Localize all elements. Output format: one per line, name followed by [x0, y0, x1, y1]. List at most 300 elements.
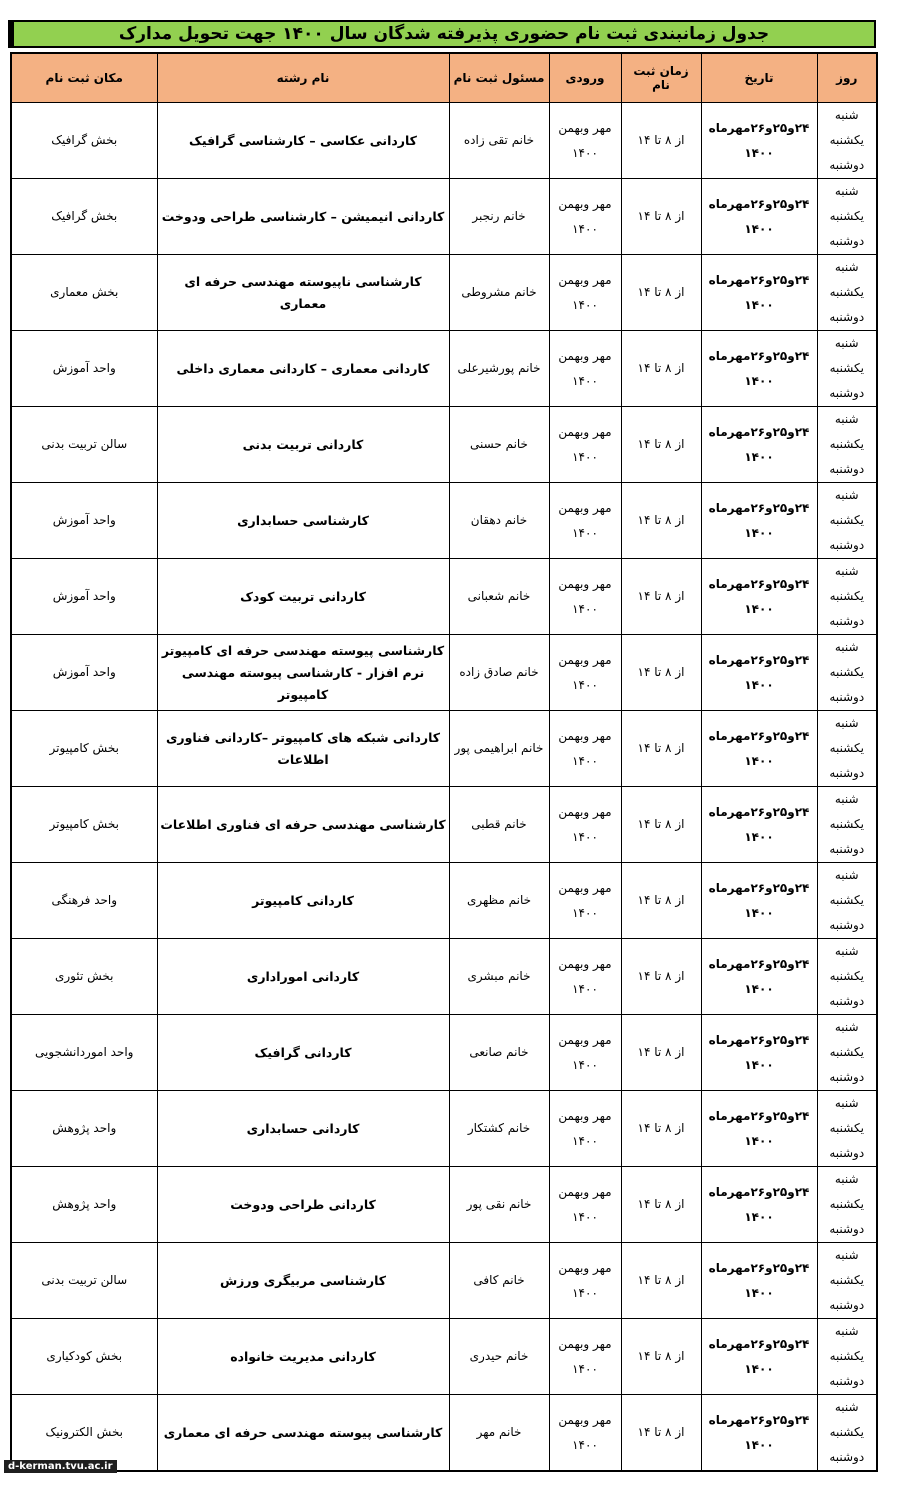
date-cell: [701, 1395, 817, 1472]
entry-cell-text: مهر وبهمن: [558, 728, 612, 743]
entry-cell-text: ۱۴۰۰: [572, 601, 598, 616]
officer-cell-text: خانم صادق زاده: [459, 665, 539, 679]
place-cell: [11, 1243, 157, 1319]
major-cell-text: کاردانی انیمیشن – کارشناسی طراحی ودوخت: [161, 208, 445, 224]
entry-cell-text: ۱۴۰۰: [572, 297, 598, 312]
day-cell-text: یکشنبه: [829, 1425, 864, 1439]
entry-cell-text: ۱۴۰۰: [572, 525, 598, 540]
major-cell-text: کارشناسی مهندسی حرفه ای فناوری اطلاعات: [160, 816, 446, 832]
day-cell-text: شنبه: [834, 1172, 859, 1186]
place-cell-text: واحد آموزش: [52, 665, 116, 679]
time-cell: [621, 939, 701, 1015]
officer-cell-text: خانم نقی پور: [466, 1197, 532, 1211]
officer-cell: [449, 711, 549, 787]
entry-cell: [549, 483, 621, 559]
time-cell-text: از ۸ تا ۱۴: [637, 1273, 685, 1287]
date-cell-text: ۲۴و۲۵و۲۶مهرماه: [708, 576, 810, 591]
entry-cell-text: ۱۴۰۰: [572, 449, 598, 464]
date-cell-text: ۲۴و۲۵و۲۶مهرماه: [708, 424, 810, 439]
entry-cell-text: مهر وبهمن: [558, 196, 612, 211]
major-cell-text: کاردانی شبکه های کامپیوتر –کاردانی فناوری اطلاعات: [165, 729, 441, 767]
day-cell: [817, 255, 877, 331]
date-cell: [701, 255, 817, 331]
entry-cell-text: مهر وبهمن: [558, 120, 612, 135]
day-cell-text: شنبه: [834, 868, 859, 882]
entry-cell-text: مهر وبهمن: [558, 576, 612, 591]
major-cell: [157, 1243, 449, 1319]
day-cell: [817, 1015, 877, 1091]
date-cell-text: ۱۴۰۰: [744, 1209, 774, 1224]
major-cell-text: کاردانی معماری – کاردانی معماری داخلی: [176, 360, 430, 376]
day-cell-text: دوشنبه: [829, 766, 865, 780]
table-row: [11, 863, 877, 939]
time-cell: [621, 1091, 701, 1167]
time-cell: [621, 255, 701, 331]
place-cell: [11, 255, 157, 331]
day-cell-text: دوشنبه: [829, 310, 865, 324]
major-cell: [157, 711, 449, 787]
major-cell: [157, 787, 449, 863]
place-cell-text: واحد فرهنگی: [51, 893, 118, 907]
date-cell: [701, 1015, 817, 1091]
date-cell-text: ۲۴و۲۵و۲۶مهرماه: [708, 1260, 810, 1275]
table-row: [11, 255, 877, 331]
entry-cell-text: مهر وبهمن: [558, 956, 612, 971]
day-cell-text: یکشنبه: [829, 209, 864, 223]
time-cell-text: از ۸ تا ۱۴: [637, 665, 685, 679]
day-cell-text: شنبه: [834, 336, 859, 350]
place-cell-text: واحد پژوهش: [52, 1197, 117, 1211]
date-cell-text: ۱۴۰۰: [744, 1437, 774, 1452]
place-cell: [11, 407, 157, 483]
entry-cell: [549, 1395, 621, 1472]
entry-cell-text: ۱۴۰۰: [572, 1133, 598, 1148]
day-cell-text: دوشنبه: [829, 1222, 865, 1236]
time-cell-text: از ۸ تا ۱۴: [637, 513, 685, 527]
officer-cell-text: خانم ابراهیمی پور: [454, 741, 544, 755]
date-cell-text: ۲۴و۲۵و۲۶مهرماه: [708, 1032, 810, 1047]
officer-cell-text: خانم حیدری: [469, 1349, 529, 1363]
day-cell-text: شنبه: [834, 944, 859, 958]
time-cell: [621, 1167, 701, 1243]
time-cell-text: از ۸ تا ۱۴: [637, 209, 685, 223]
date-cell-text: ۲۴و۲۵و۲۶مهرماه: [708, 880, 810, 895]
major-cell: [157, 179, 449, 255]
entry-cell-text: مهر وبهمن: [558, 1032, 612, 1047]
day-cell-text: دوشنبه: [829, 1450, 865, 1464]
officer-cell-text: خانم قطبی: [471, 817, 527, 831]
time-cell-text: از ۸ تا ۱۴: [637, 741, 685, 755]
place-cell-text: بخش کودکیاری: [46, 1349, 123, 1363]
officer-cell: [449, 863, 549, 939]
major-cell: [157, 1015, 449, 1091]
day-cell-text: دوشنبه: [829, 842, 865, 856]
entry-cell: [549, 863, 621, 939]
time-cell-text: از ۸ تا ۱۴: [637, 1349, 685, 1363]
place-cell-text: سالن تربیت بدنی: [41, 1273, 128, 1287]
entry-cell-text: مهر وبهمن: [558, 1184, 612, 1199]
day-cell: [817, 179, 877, 255]
day-cell: [817, 331, 877, 407]
day-cell: [817, 939, 877, 1015]
officer-cell: [449, 559, 549, 635]
time-cell: [621, 635, 701, 711]
officer-cell-text: خانم مبشری: [467, 969, 531, 983]
header-time: زمان ثبت نام: [621, 53, 701, 103]
table-row: [11, 483, 877, 559]
day-cell: [817, 559, 877, 635]
day-cell-text: یکشنبه: [829, 1197, 864, 1211]
date-cell: [701, 711, 817, 787]
major-cell-text: کارشناسی ناپیوسته مهندسی حرفه ای معماری: [184, 273, 422, 311]
place-cell: [11, 787, 157, 863]
schedule-table: [10, 52, 878, 1472]
major-cell-text: کاردانی تربیت کودک: [240, 588, 366, 604]
entry-cell: [549, 407, 621, 483]
day-cell-text: یکشنبه: [829, 285, 864, 299]
date-cell: [701, 1167, 817, 1243]
table-row: [11, 1091, 877, 1167]
major-cell: [157, 1319, 449, 1395]
day-cell-text: یکشنبه: [829, 361, 864, 375]
entry-cell-text: مهر وبهمن: [558, 1336, 612, 1351]
day-cell-text: شنبه: [834, 1400, 859, 1414]
date-cell-text: ۱۴۰۰: [744, 905, 774, 920]
entry-cell: [549, 103, 621, 179]
day-cell-text: یکشنبه: [829, 589, 864, 603]
time-cell-text: از ۸ تا ۱۴: [637, 589, 685, 603]
officer-cell-text: خانم کشتکار: [467, 1121, 531, 1135]
table-header-row: [11, 53, 877, 103]
date-cell-text: ۱۴۰۰: [744, 525, 774, 540]
table-row: [11, 407, 877, 483]
day-cell-text: دوشنبه: [829, 1146, 865, 1160]
entry-cell-text: ۱۴۰۰: [572, 981, 598, 996]
date-cell: [701, 407, 817, 483]
entry-cell-text: ۱۴۰۰: [572, 145, 598, 160]
day-cell-text: یکشنبه: [829, 1121, 864, 1135]
officer-cell: [449, 939, 549, 1015]
table-row: [11, 103, 877, 179]
entry-cell-text: ۱۴۰۰: [572, 373, 598, 388]
date-cell: [701, 559, 817, 635]
officer-cell: [449, 1015, 549, 1091]
date-cell: [701, 787, 817, 863]
entry-cell: [549, 1319, 621, 1395]
date-cell-text: ۲۴و۲۵و۲۶مهرماه: [708, 956, 810, 971]
date-cell-text: ۱۴۰۰: [744, 221, 774, 236]
place-cell-text: بخش گرافیک: [51, 133, 118, 147]
place-cell: [11, 1167, 157, 1243]
time-cell: [621, 1319, 701, 1395]
officer-cell: [449, 1319, 549, 1395]
day-cell-text: دوشنبه: [829, 538, 865, 552]
table-row: [11, 711, 877, 787]
date-cell-text: ۲۴و۲۵و۲۶مهرماه: [708, 196, 810, 211]
date-cell: [701, 103, 817, 179]
major-cell: [157, 331, 449, 407]
entry-cell-text: مهر وبهمن: [558, 1260, 612, 1275]
officer-cell-text: خانم کافی: [473, 1273, 525, 1287]
officer-cell: [449, 1395, 549, 1472]
officer-cell: [449, 635, 549, 711]
entry-cell-text: ۱۴۰۰: [572, 677, 598, 692]
time-cell: [621, 483, 701, 559]
day-cell-text: یکشنبه: [829, 741, 864, 755]
header-day: روز: [817, 53, 877, 103]
officer-cell-text: خانم مهر: [476, 1425, 522, 1439]
date-cell-text: ۱۴۰۰: [744, 753, 774, 768]
date-cell-text: ۲۴و۲۵و۲۶مهرماه: [708, 1184, 810, 1199]
date-cell-text: ۲۴و۲۵و۲۶مهرماه: [708, 728, 810, 743]
officer-cell: [449, 787, 549, 863]
entry-cell-text: مهر وبهمن: [558, 272, 612, 287]
day-cell-text: یکشنبه: [829, 133, 864, 147]
major-cell-text: کارشناسی مربیگری ورزش: [219, 1272, 387, 1288]
entry-cell: [549, 1015, 621, 1091]
date-cell-text: ۱۴۰۰: [744, 829, 774, 844]
day-cell-text: شنبه: [834, 108, 859, 122]
day-cell-text: شنبه: [834, 1324, 859, 1338]
major-cell-text: کاردانی تربیت بدنی: [242, 436, 364, 452]
place-cell: [11, 863, 157, 939]
entry-cell-text: مهر وبهمن: [558, 424, 612, 439]
entry-cell: [549, 635, 621, 711]
day-cell-text: یکشنبه: [829, 893, 864, 907]
time-cell: [621, 1243, 701, 1319]
place-cell-text: واحد پژوهش: [52, 1121, 117, 1135]
time-cell-text: از ۸ تا ۱۴: [637, 285, 685, 299]
day-cell: [817, 483, 877, 559]
header-date: تاریخ: [701, 53, 817, 103]
time-cell-text: از ۸ تا ۱۴: [637, 133, 685, 147]
table-row: [11, 179, 877, 255]
day-cell: [817, 863, 877, 939]
day-cell-text: دوشنبه: [829, 386, 865, 400]
day-cell-text: یکشنبه: [829, 1349, 864, 1363]
entry-cell: [549, 711, 621, 787]
place-cell: [11, 635, 157, 711]
date-cell-text: ۱۴۰۰: [744, 601, 774, 616]
day-cell-text: دوشنبه: [829, 1374, 865, 1388]
time-cell-text: از ۸ تا ۱۴: [637, 437, 685, 451]
day-cell-text: یکشنبه: [829, 1045, 864, 1059]
site-watermark: d-kerman.tvu.ac.ir: [4, 1460, 117, 1473]
date-cell: [701, 1091, 817, 1167]
day-cell: [817, 635, 877, 711]
day-cell-text: شنبه: [834, 716, 859, 730]
time-cell-text: از ۸ تا ۱۴: [637, 893, 685, 907]
officer-cell: [449, 1091, 549, 1167]
place-cell: [11, 179, 157, 255]
day-cell: [817, 787, 877, 863]
place-cell-text: بخش کامپیوتر: [49, 817, 119, 831]
place-cell: [11, 939, 157, 1015]
day-cell-text: شنبه: [834, 488, 859, 502]
entry-cell-text: مهر وبهمن: [558, 348, 612, 363]
date-cell-text: ۱۴۰۰: [744, 1361, 774, 1376]
major-cell: [157, 1167, 449, 1243]
major-cell: [157, 635, 449, 711]
major-cell-text: کاردانی اموراداری: [246, 968, 360, 984]
date-cell-text: ۱۴۰۰: [744, 677, 774, 692]
major-cell: [157, 103, 449, 179]
place-cell: [11, 711, 157, 787]
date-cell-text: ۱۴۰۰: [744, 1285, 774, 1300]
entry-cell: [549, 559, 621, 635]
date-cell-text: ۲۴و۲۵و۲۶مهرماه: [708, 804, 810, 819]
date-cell-text: ۲۴و۲۵و۲۶مهرماه: [708, 272, 810, 287]
day-cell-text: یکشنبه: [829, 437, 864, 451]
officer-cell: [449, 1243, 549, 1319]
time-cell: [621, 559, 701, 635]
time-cell: [621, 1395, 701, 1472]
place-cell: [11, 1015, 157, 1091]
officer-cell-text: خانم شعبانی: [467, 589, 531, 603]
place-cell-text: واحد اموردانشجویی: [35, 1045, 134, 1059]
officer-cell-text: خانم تقی زاده: [463, 133, 535, 147]
day-cell-text: یکشنبه: [829, 969, 864, 983]
day-cell: [817, 1319, 877, 1395]
date-cell-text: ۲۴و۲۵و۲۶مهرماه: [708, 1108, 810, 1123]
day-cell-text: دوشنبه: [829, 234, 865, 248]
officer-cell: [449, 179, 549, 255]
date-cell-text: ۱۴۰۰: [744, 373, 774, 388]
major-cell-text: کاردانی طراحی ودوخت: [230, 1196, 376, 1212]
major-cell-text: کاردانی حسابداری: [246, 1120, 360, 1136]
time-cell: [621, 407, 701, 483]
day-cell: [817, 1243, 877, 1319]
major-cell-text: کارشناسی پیوسته مهندسی حرفه ای معماری: [163, 1424, 443, 1440]
table-row: [11, 787, 877, 863]
place-cell: [11, 1091, 157, 1167]
entry-cell-text: مهر وبهمن: [558, 880, 612, 895]
time-cell: [621, 179, 701, 255]
major-cell: [157, 559, 449, 635]
day-cell-text: شنبه: [834, 412, 859, 426]
day-cell: [817, 1167, 877, 1243]
officer-cell: [449, 483, 549, 559]
day-cell-text: دوشنبه: [829, 690, 865, 704]
date-cell-text: ۲۴و۲۵و۲۶مهرماه: [708, 652, 810, 667]
table-row: [11, 939, 877, 1015]
major-cell-text: کاردانی مدیریت خانواده: [230, 1348, 376, 1364]
place-cell: [11, 483, 157, 559]
entry-cell-text: مهر وبهمن: [558, 500, 612, 515]
officer-cell: [449, 255, 549, 331]
date-cell: [701, 179, 817, 255]
entry-cell-text: مهر وبهمن: [558, 1108, 612, 1123]
time-cell: [621, 331, 701, 407]
time-cell: [621, 1015, 701, 1091]
entry-cell-text: ۱۴۰۰: [572, 1437, 598, 1452]
officer-cell-text: خانم صانعی: [469, 1045, 529, 1059]
officer-cell-text: خانم پورشیرعلی: [457, 361, 541, 375]
major-cell-text: کارشناسی حسابداری: [237, 512, 369, 528]
date-cell: [701, 635, 817, 711]
major-cell: [157, 483, 449, 559]
day-cell: [817, 1395, 877, 1472]
date-cell-text: ۱۴۰۰: [744, 1133, 774, 1148]
entry-cell-text: ۱۴۰۰: [572, 753, 598, 768]
place-cell-text: بخش گرافیک: [51, 209, 118, 223]
table-row: [11, 635, 877, 711]
entry-cell-text: ۱۴۰۰: [572, 1209, 598, 1224]
date-cell-text: ۱۴۰۰: [744, 1057, 774, 1072]
place-cell-text: واحد آموزش: [52, 513, 116, 527]
day-cell-text: دوشنبه: [829, 918, 865, 932]
place-cell-text: واحد آموزش: [52, 361, 116, 375]
place-cell-text: بخش معماری: [50, 285, 119, 299]
entry-cell-text: ۱۴۰۰: [572, 221, 598, 236]
date-cell-text: ۱۴۰۰: [744, 297, 774, 312]
table-row: [11, 1015, 877, 1091]
date-cell-text: ۲۴و۲۵و۲۶مهرماه: [708, 1412, 810, 1427]
time-cell: [621, 103, 701, 179]
date-cell-text: ۱۴۰۰: [744, 145, 774, 160]
entry-cell: [549, 1243, 621, 1319]
date-cell-text: ۲۴و۲۵و۲۶مهرماه: [708, 348, 810, 363]
day-cell-text: یکشنبه: [829, 665, 864, 679]
time-cell-text: از ۸ تا ۱۴: [637, 1197, 685, 1211]
table-row: [11, 1319, 877, 1395]
date-cell: [701, 331, 817, 407]
day-cell-text: شنبه: [834, 1248, 859, 1262]
major-cell: [157, 939, 449, 1015]
day-cell-text: شنبه: [834, 1096, 859, 1110]
place-cell-text: بخش کامپیوتر: [49, 741, 119, 755]
time-cell-text: از ۸ تا ۱۴: [637, 361, 685, 375]
header-place: مکان ثبت نام: [11, 53, 157, 103]
major-cell: [157, 255, 449, 331]
place-cell: [11, 1319, 157, 1395]
date-cell-text: ۲۴و۲۵و۲۶مهرماه: [708, 1336, 810, 1351]
time-cell: [621, 787, 701, 863]
entry-cell: [549, 939, 621, 1015]
day-cell-text: شنبه: [834, 640, 859, 654]
entry-cell: [549, 787, 621, 863]
day-cell-text: شنبه: [834, 1020, 859, 1034]
header-entry: ورودی: [549, 53, 621, 103]
day-cell: [817, 103, 877, 179]
date-cell: [701, 1319, 817, 1395]
entry-cell-text: ۱۴۰۰: [572, 905, 598, 920]
officer-cell-text: خانم مظهری: [466, 893, 532, 907]
entry-cell: [549, 255, 621, 331]
time-cell: [621, 711, 701, 787]
major-cell-text: کاردانی کامپیوتر: [252, 892, 354, 908]
table-row: [11, 1167, 877, 1243]
date-cell-text: ۱۴۰۰: [744, 981, 774, 996]
date-cell: [701, 1243, 817, 1319]
officer-cell-text: خانم مشروطی: [461, 285, 537, 299]
page-title: جدول زمانبندی ثبت نام حضوری پذیرفته شدگان سال ۱۴۰۰ جهت تحویل مدارک: [8, 20, 876, 48]
entry-cell-text: مهر وبهمن: [558, 804, 612, 819]
table-row: [11, 1243, 877, 1319]
entry-cell-text: ۱۴۰۰: [572, 1285, 598, 1300]
day-cell-text: دوشنبه: [829, 994, 865, 1008]
entry-cell-text: ۱۴۰۰: [572, 829, 598, 844]
table-row: [11, 559, 877, 635]
day-cell-text: دوشنبه: [829, 1298, 865, 1312]
place-cell: [11, 331, 157, 407]
entry-cell: [549, 179, 621, 255]
day-cell-text: یکشنبه: [829, 1273, 864, 1287]
entry-cell-text: ۱۴۰۰: [572, 1361, 598, 1376]
table-row: [11, 331, 877, 407]
place-cell: [11, 559, 157, 635]
officer-cell-text: خانم حسنی: [470, 437, 528, 451]
